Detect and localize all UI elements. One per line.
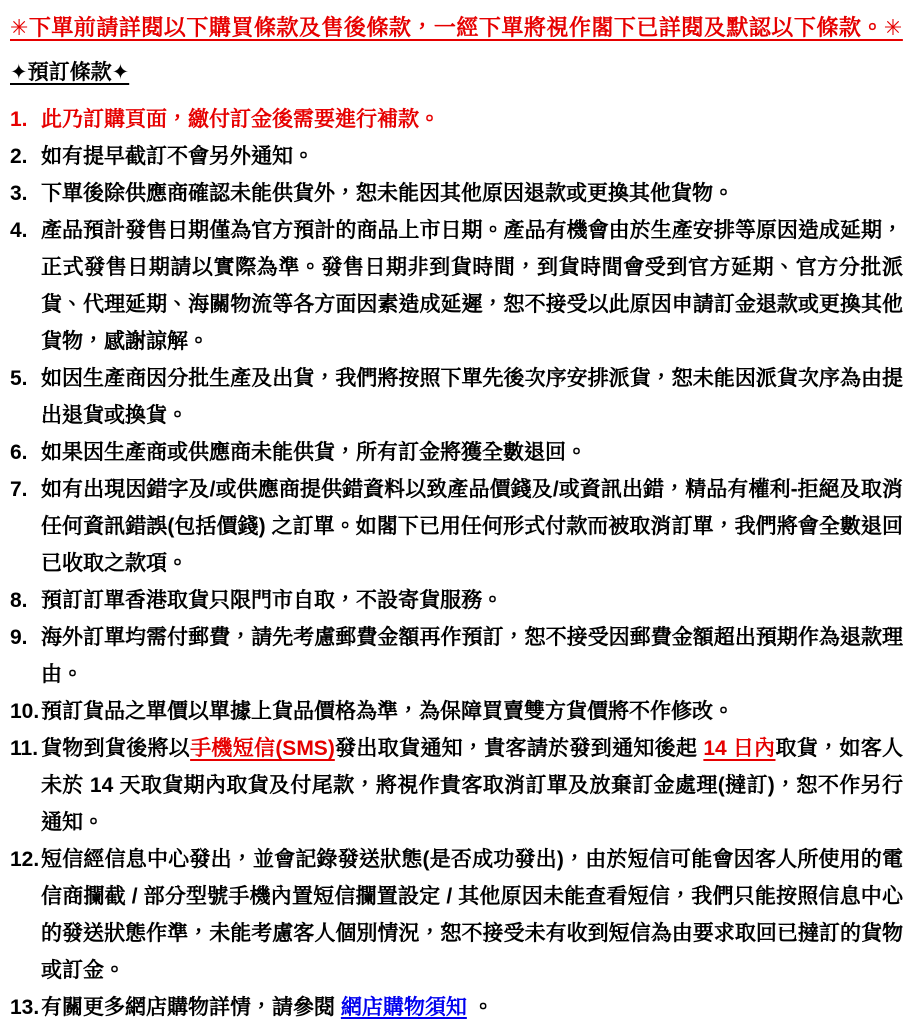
- list-item: [10, 434, 903, 471]
- terms-list: [10, 101, 903, 1026]
- plain-text: 預訂訂單香港取貨只限門市自取，不設寄貨服務。: [41, 589, 503, 612]
- item-text: [41, 434, 903, 471]
- item-text: [41, 619, 903, 693]
- list-item: [10, 841, 903, 989]
- list-item: [10, 360, 903, 434]
- item-text: [41, 693, 903, 730]
- list-item: [10, 212, 903, 360]
- plain-text: 短信經信息中心發出，並會記錄發送狀態(是否成功發出)，由於短信可能會因客人所使用的電信商攔截 / 部分型號手機內置短信攔置設定 / 其他原因未能查看短信，我們只能按照信息中心的發送狀態作準，未能考慮客人個別情況，恕不接受未有收到短信為由要求取回已撻訂的貨物或訂金。: [41, 848, 903, 982]
- item-text: [41, 471, 903, 582]
- item-number: 8.: [10, 589, 28, 612]
- plain-text: 海外訂單均需付郵費，請先考慮郵費金額再作預訂，恕不接受因郵費金額超出預期作為退款理由。: [41, 626, 903, 686]
- highlighted-text: 14 日內: [703, 737, 776, 760]
- item-number: 13.: [10, 996, 40, 1019]
- plain-text: 有關更多網店購物詳情，請參閱: [41, 996, 341, 1019]
- item-text: [41, 175, 903, 212]
- list-item: [10, 175, 903, 212]
- plain-text: 如果因生產商或供應商未能供貨，所有訂金將獲全數退回。: [41, 441, 587, 464]
- list-item: [10, 619, 903, 693]
- item-text: [41, 360, 903, 434]
- plain-text: 此乃訂購頁面，繳付訂金後需要進行補款。: [41, 108, 440, 131]
- item-number: 11.: [10, 737, 39, 760]
- item-text: [41, 989, 903, 1026]
- highlighted-text: 手機短信(SMS): [190, 737, 335, 760]
- item-text: [41, 138, 903, 175]
- item-number: 3.: [10, 182, 28, 205]
- item-number: 2.: [10, 145, 28, 168]
- item-number: 4.: [10, 219, 28, 242]
- list-item: [10, 138, 903, 175]
- list-item: [10, 693, 903, 730]
- item-number: 6.: [10, 441, 28, 464]
- list-item: [10, 730, 903, 841]
- section-title-pre-order-terms: ✦預訂條款✦: [10, 61, 130, 84]
- plain-text: 如有出現因錯字及/或供應商提供錯資料以致產品價錢及/或資訊出錯，精品有權利-拒絕及取消任何資訊錯誤(包括價錢) 之訂單。如閣下已用任何形式付款而被取消訂單，我們將會全數退回已收取之款項。: [41, 478, 903, 575]
- item-text: [41, 730, 903, 841]
- list-item: [10, 101, 903, 138]
- plain-text: 如因生產商因分批生產及出貨，我們將按照下單先後次序安排派貨，恕未能因派貨次序為由提出退貨或換貨。: [41, 367, 903, 427]
- item-number: 9.: [10, 626, 28, 649]
- item-number: 12.: [10, 848, 40, 871]
- item-number: 5.: [10, 367, 28, 390]
- list-item: [10, 471, 903, 582]
- store-shopping-notice-link[interactable]: 網店購物須知: [340, 996, 467, 1019]
- item-text: [41, 582, 903, 619]
- item-number: 7.: [10, 478, 28, 501]
- plain-text: 貨物到貨後將以: [41, 737, 191, 760]
- plain-text: 。: [466, 996, 494, 1019]
- list-item: [10, 582, 903, 619]
- plain-text: 預訂貨品之單價以單據上貨品價格為準，為保障買賣雙方貨價將不作修改。: [41, 700, 734, 723]
- item-number: 10.: [10, 700, 40, 723]
- plain-text: 取貨，如客人未於 14 天取貨期內取貨及付尾款，將視作貴客取消訂單及放棄訂金處理(撻訂)，恕不作另行通知。: [41, 737, 903, 834]
- plain-text: 產品預計發售日期僅為官方預計的商品上市日期。產品有機會由於生產安排等原因造成延期，正式發售日期請以實際為準。發售日期非到貨時間，到貨時間會受到官方延期、官方分批派貨、代理延期、海關物流等各方面因素造成延遲，恕不接受以此原因申請訂金退款或更換其他貨物，感謝諒解。: [41, 219, 903, 353]
- item-text: [41, 841, 903, 989]
- plain-text: 發出取貨通知，貴客請於發到通知後起: [334, 737, 704, 760]
- plain-text: 如有提早截訂不會另外通知。: [41, 145, 314, 168]
- plain-text: 下單後除供應商確認未能供貨外，恕未能因其他原因退款或更換其他貨物。: [41, 182, 734, 205]
- item-number: 1.: [10, 108, 28, 131]
- item-text: [41, 101, 903, 138]
- list-item: [10, 989, 903, 1026]
- item-text: [41, 212, 903, 360]
- pre-order-warning-heading: ✳下單前請詳閱以下購買條款及售後條款，一經下單將視作閣下已詳閱及默認以下條款。✳: [10, 15, 903, 40]
